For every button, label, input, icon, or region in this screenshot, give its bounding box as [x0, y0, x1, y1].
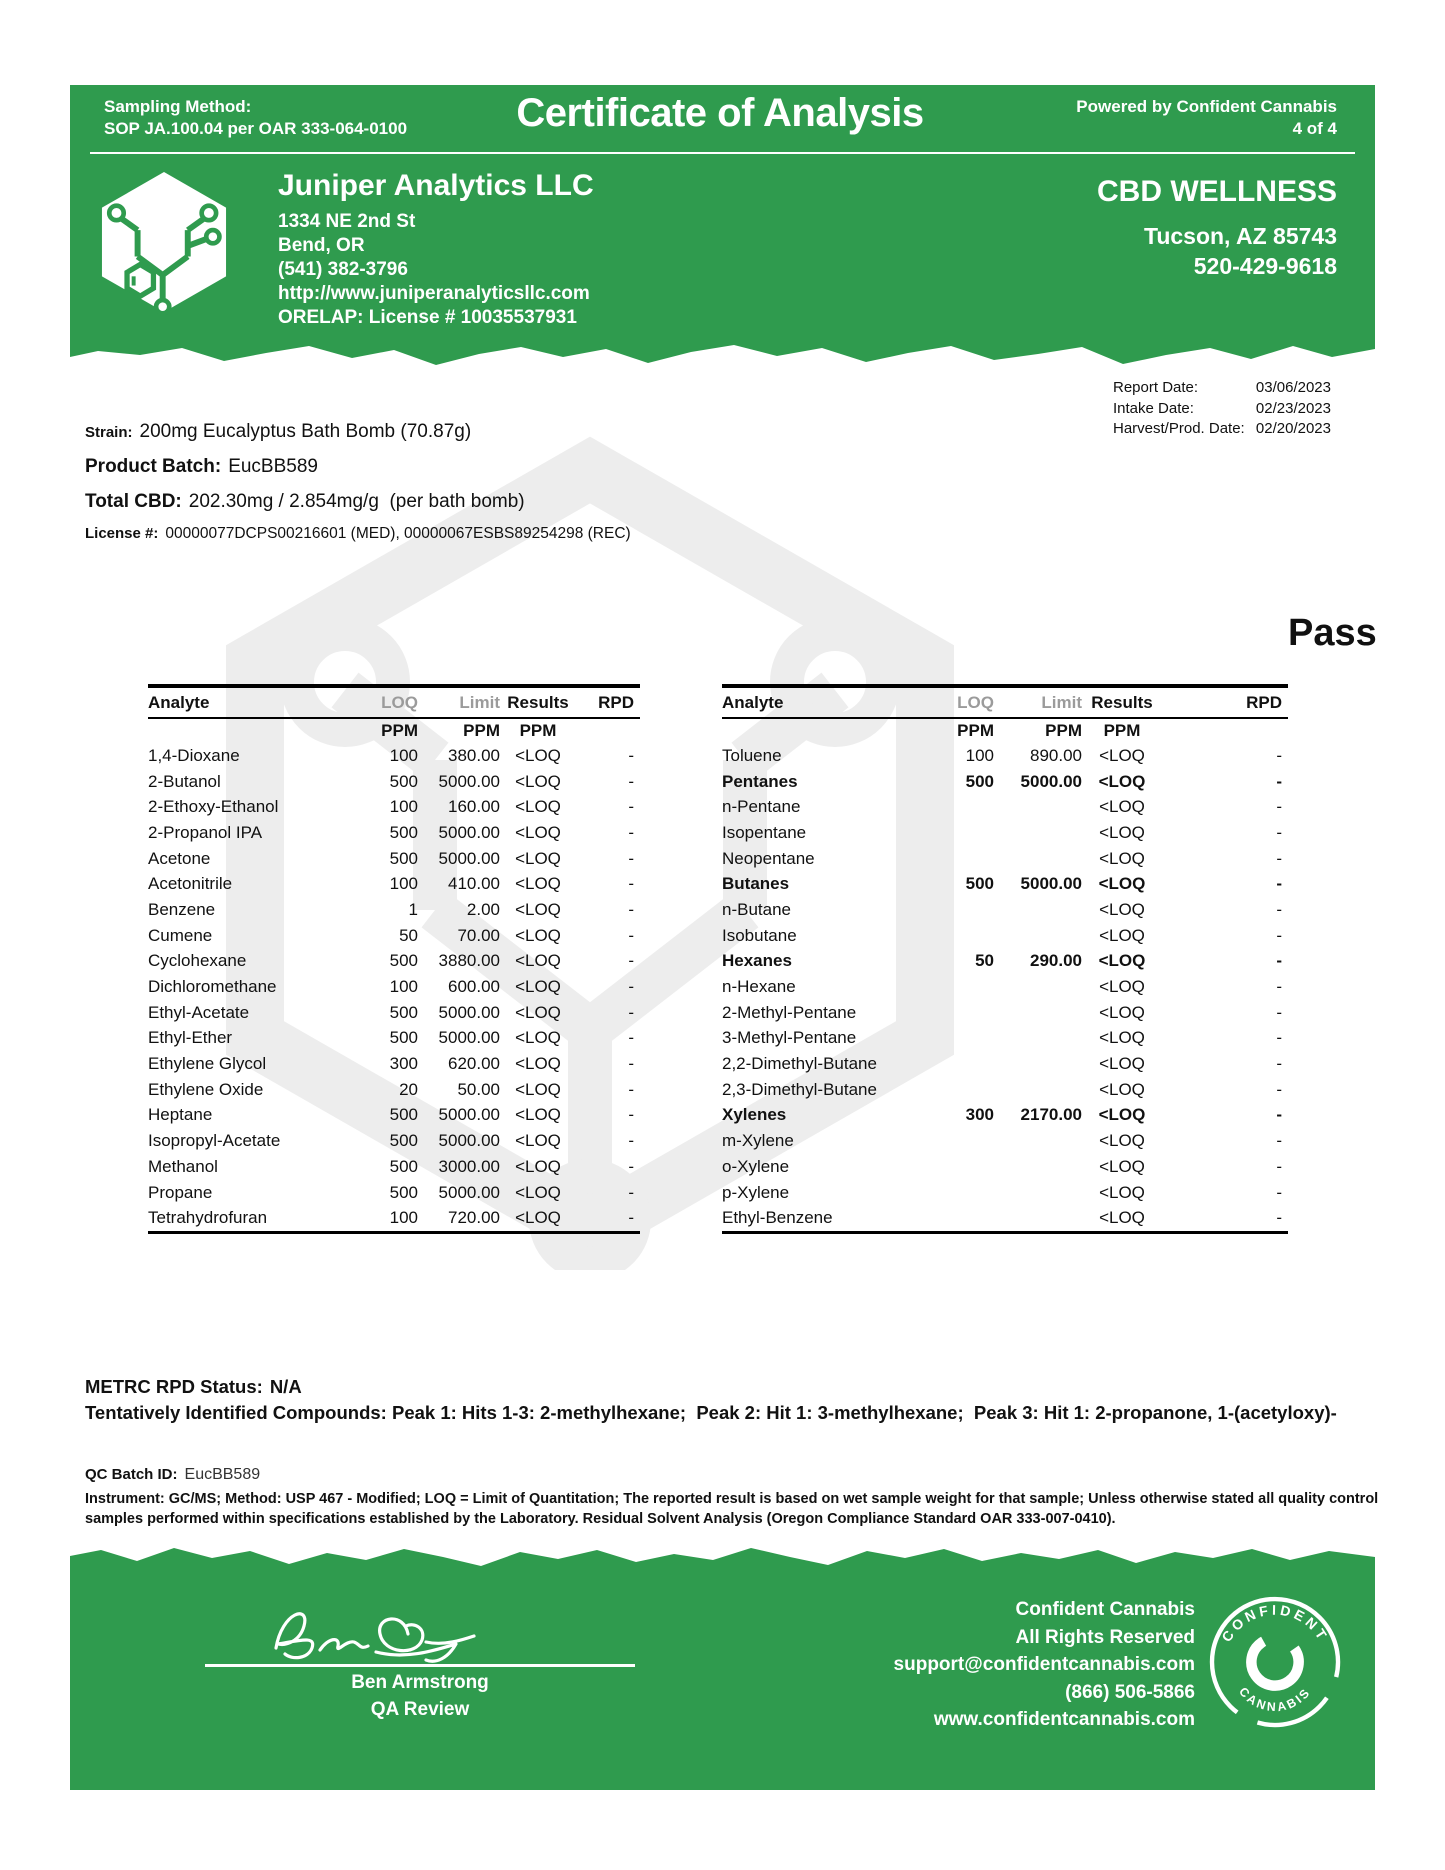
result-value: <LOQ [515, 822, 561, 842]
lab-license: ORELAP: License # 10035537931 [278, 307, 577, 328]
loq-value: 500 [389, 1156, 418, 1176]
lab-phone: (541) 382-3796 [278, 259, 408, 280]
limit-value: 290.00 [1030, 951, 1082, 971]
analyte-name: Isobutane [722, 925, 797, 945]
table-row [722, 949, 1288, 975]
result-value: <LOQ [1099, 848, 1145, 868]
table-row [722, 743, 1288, 769]
result-value: <LOQ [515, 1131, 561, 1151]
rpd-value: - [1276, 1079, 1282, 1099]
result-value: <LOQ [515, 1028, 561, 1048]
analyte-name: Propane [148, 1182, 213, 1202]
unit-ppm: PPM [1045, 721, 1082, 740]
limit-value: 3880.00 [438, 951, 500, 971]
torn-edge-footer [70, 1542, 1375, 1574]
pass-status: Pass [1288, 612, 1377, 654]
table-row [722, 769, 1288, 795]
limit-value: 890.00 [1030, 745, 1082, 765]
rpd-value: - [1276, 1131, 1282, 1151]
result-value: <LOQ [1099, 1079, 1145, 1099]
loq-value: 100 [389, 1208, 418, 1228]
limit-value: 2170.00 [1020, 1105, 1082, 1125]
rpd-value: - [628, 899, 634, 919]
analyte-name: Ethylene Glycol [148, 1054, 267, 1074]
col-rpd: RPD [1246, 692, 1282, 712]
table-row [722, 1000, 1288, 1026]
table-row [148, 923, 640, 949]
analyte-name: n-Hexane [722, 977, 796, 997]
table-header [722, 684, 1288, 719]
result-value: <LOQ [1099, 745, 1145, 765]
limit-value: 5000.00 [438, 1182, 500, 1202]
limit-value: 5000.00 [438, 1105, 500, 1125]
table-row [722, 974, 1288, 1000]
client-info [1097, 175, 1337, 281]
loq-value: 20 [399, 1079, 418, 1099]
result-value: <LOQ [1098, 951, 1146, 971]
loq-value: 50 [975, 951, 994, 971]
table-row [148, 846, 640, 872]
rpd-value: - [1276, 771, 1282, 791]
sampling-method-value: SOP JA.100.04 per OAR 333-064-0100 [104, 119, 408, 138]
result-value: <LOQ [515, 874, 561, 894]
col-limit: Limit [1041, 692, 1082, 712]
analyte-name: Acetone [148, 848, 211, 868]
analyte-name: Heptane [148, 1105, 213, 1125]
qc-batch [85, 1466, 260, 1484]
analyte-name: o-Xylene [722, 1156, 790, 1176]
rpd-value: - [1276, 1208, 1282, 1228]
rpd-value: - [1276, 1054, 1282, 1074]
result-value: <LOQ [1098, 771, 1146, 791]
table-row [722, 1154, 1288, 1180]
client-location: Tucson, AZ 85743 [1143, 223, 1337, 249]
analyte-name: n-Pentane [722, 797, 801, 817]
analyte-name: Xylenes [722, 1105, 787, 1125]
rpd-value: - [628, 1079, 634, 1099]
analyte-name: 2-Butanol [148, 771, 221, 791]
limit-value: 160.00 [448, 797, 500, 817]
analyte-name: Ethyl-Acetate [148, 1002, 250, 1022]
table-body [722, 743, 1288, 1234]
col-limit: Limit [459, 692, 500, 712]
client-phone: 520-429-9618 [1193, 253, 1337, 279]
limit-value: 620.00 [448, 1054, 500, 1074]
table-row [722, 1180, 1288, 1206]
loq-value: 500 [389, 848, 418, 868]
result-value: <LOQ [515, 797, 561, 817]
table-row [148, 794, 640, 820]
limit-value: 5000.00 [438, 848, 500, 868]
report-date-label: Report Date: [1113, 379, 1199, 396]
rpd-value: - [628, 951, 634, 971]
footer-company: Confident Cannabis [1015, 1599, 1195, 1620]
analyte-name: n-Butane [722, 899, 791, 919]
rpd-value: - [1276, 1182, 1282, 1202]
analyte-name: 2-Methyl-Pentane [722, 1002, 857, 1022]
lab-website: http://www.juniperanalyticsllc.com [278, 283, 590, 304]
rpd-value: - [1276, 1105, 1282, 1125]
loq-value: 100 [389, 977, 418, 997]
signature-line [205, 1664, 635, 1667]
lab-address-line1: 1334 NE 2nd St [278, 211, 416, 232]
result-value: <LOQ [1099, 1208, 1145, 1228]
table-units-row [722, 719, 1288, 743]
total-cbd-label: Total CBD: [85, 491, 182, 512]
intake-date-label: Intake Date: [1113, 399, 1194, 417]
result-value: <LOQ [515, 1079, 561, 1099]
table-row [148, 1051, 640, 1077]
footer-contact [845, 1596, 1195, 1734]
rpd-value: - [628, 1131, 634, 1151]
solvents-table-left [148, 684, 640, 1234]
lab-hexagon-molecule-icon [98, 169, 230, 315]
col-results: Results [507, 692, 569, 712]
metrc-status [85, 1376, 302, 1398]
harvest-date-row [1113, 419, 1331, 440]
table-row [722, 1128, 1288, 1154]
harvest-date-value: 02/20/2023 [1255, 420, 1331, 437]
rpd-value: - [628, 1028, 634, 1048]
result-value: <LOQ [1099, 977, 1145, 997]
unit-ppm: PPM [463, 721, 500, 740]
table-row [722, 923, 1288, 949]
limit-value: 50.00 [457, 1079, 500, 1099]
limit-value: 380.00 [448, 745, 500, 765]
result-value: <LOQ [515, 745, 561, 765]
limit-value: 5000.00 [1020, 874, 1082, 894]
loq-value: 500 [389, 1182, 418, 1202]
product-batch-label: Product Batch: [85, 456, 222, 477]
sampling-method-label: Sampling Method: [104, 97, 252, 116]
loq-value: 300 [965, 1105, 994, 1125]
loq-value: 500 [389, 1002, 418, 1022]
result-value: <LOQ [515, 1105, 561, 1125]
analyte-name: 2,2-Dimethyl-Butane [722, 1054, 877, 1074]
result-value: <LOQ [515, 1156, 561, 1176]
loq-value: 100 [389, 797, 418, 817]
rpd-value: - [1276, 1156, 1282, 1176]
limit-value: 5000.00 [1020, 771, 1082, 791]
table-row [722, 820, 1288, 846]
svg-text:CONFIDENT [1218, 1602, 1332, 1645]
col-analyte: Analyte [722, 692, 784, 712]
table-row [148, 1205, 640, 1231]
col-rpd: RPD [598, 692, 634, 712]
qc-batch-label: QC Batch ID: [85, 1466, 178, 1483]
analyte-name: Ethyl-Ether [148, 1028, 233, 1048]
table-row [722, 1103, 1288, 1129]
table-row [148, 1000, 640, 1026]
page-title: Certificate of Analysis [516, 91, 924, 135]
analyte-name: p-Xylene [722, 1182, 790, 1202]
analyte-name: Toluene [722, 745, 782, 765]
analyte-name: m-Xylene [722, 1131, 794, 1151]
result-value: <LOQ [515, 1182, 561, 1202]
result-value: <LOQ [1099, 1028, 1145, 1048]
powered-by-label: Powered by Confident Cannabis [1076, 97, 1337, 116]
limit-value: 5000.00 [438, 1131, 500, 1151]
result-value: <LOQ [515, 1054, 561, 1074]
rpd-value: - [628, 822, 634, 842]
table-row [148, 974, 640, 1000]
powered-by-block [1076, 96, 1337, 140]
loq-value: 500 [389, 822, 418, 842]
loq-value: 100 [965, 745, 994, 765]
rpd-value: - [1276, 822, 1282, 842]
analyte-name: Neopentane [722, 848, 815, 868]
report-date-value: 03/06/2023 [1255, 379, 1331, 396]
table-row [722, 1077, 1288, 1103]
harvest-date-label: Harvest/Prod. Date: [1113, 420, 1245, 437]
table-row [148, 1103, 640, 1129]
limit-value: 5000.00 [438, 771, 500, 791]
analyte-name: 3-Methyl-Pentane [722, 1028, 857, 1048]
analyte-name: Tetrahydrofuran [148, 1208, 268, 1228]
col-analyte: Analyte [148, 692, 210, 712]
col-loq: LOQ [381, 692, 418, 712]
analyte-name: 1,4-Dioxane [148, 745, 240, 765]
rpd-value: - [628, 925, 634, 945]
loq-value: 500 [389, 951, 418, 971]
col-loq: LOQ [957, 692, 994, 712]
limit-value: 720.00 [448, 1208, 500, 1228]
footer-email: support@confidentcannabis.com [893, 1654, 1195, 1675]
result-value: <LOQ [515, 1208, 561, 1228]
logo-text-top: CONFIDENT [1218, 1601, 1332, 1645]
loq-value: 100 [389, 874, 418, 894]
rpd-value: - [628, 771, 634, 791]
loq-value: 500 [389, 1028, 418, 1048]
signer-role: QA Review [370, 1699, 470, 1720]
limit-value: 5000.00 [438, 1002, 500, 1022]
result-value: <LOQ [515, 977, 561, 997]
analyte-name: Acetonitrile [148, 874, 233, 894]
table-row [722, 1026, 1288, 1052]
table-body [148, 743, 640, 1234]
tentatively-identified-compounds: Tentatively Identified Compounds: Peak 1: Hits 1-3: 2-methylhexane; Peak 2: Hit 1: 3-methylhexane; Peak 3: Hit 1: 2-propanone, 1-(acetyloxy)- [85, 1402, 1337, 1423]
page-number: 4 of 4 [1292, 119, 1337, 138]
rpd-value: - [1276, 951, 1282, 971]
limit-value: 2.00 [466, 899, 500, 919]
table-row [148, 1180, 640, 1206]
result-value: <LOQ [1099, 822, 1145, 842]
rpd-value: - [628, 1208, 634, 1228]
result-value: <LOQ [515, 771, 561, 791]
rpd-value: - [628, 1156, 634, 1176]
loq-value: 500 [389, 1105, 418, 1125]
rpd-value: - [1276, 745, 1282, 765]
rpd-value: - [1276, 848, 1282, 868]
limit-value: 5000.00 [438, 822, 500, 842]
limit-value: 410.00 [448, 874, 500, 894]
rpd-value: - [628, 1182, 634, 1202]
analyte-name: Isopentane [722, 822, 807, 842]
metrc-label: METRC RPD Status: [85, 1376, 263, 1397]
table-units-row [148, 719, 640, 743]
limit-value: 5000.00 [438, 1028, 500, 1048]
rpd-value: - [1276, 1002, 1282, 1022]
rpd-value: - [628, 745, 634, 765]
analyte-name: 2-Ethoxy-Ethanol [148, 797, 279, 817]
table-row [722, 871, 1288, 897]
result-value: <LOQ [1099, 925, 1145, 945]
intake-date-value: 02/23/2023 [1255, 399, 1331, 417]
table-row [148, 949, 640, 975]
result-value: <LOQ [1098, 1105, 1146, 1125]
table-row [148, 871, 640, 897]
table-row [148, 1026, 640, 1052]
analyte-name: Ethyl-Benzene [722, 1208, 833, 1228]
analyte-name: Benzene [148, 899, 216, 919]
analyte-name: Methanol [148, 1156, 218, 1176]
result-value: <LOQ [515, 848, 561, 868]
table-row [148, 897, 640, 923]
unit-ppm: PPM [957, 721, 994, 740]
header-band [70, 85, 1375, 340]
table-row [148, 743, 640, 769]
lab-address-line2: Bend, OR [278, 235, 365, 256]
sampling-method [104, 96, 407, 140]
analyte-name: Ethylene Oxide [148, 1079, 264, 1099]
loq-value: 500 [389, 771, 418, 791]
loq-value: 500 [965, 874, 994, 894]
loq-value: 500 [965, 771, 994, 791]
rpd-value: - [628, 797, 634, 817]
report-date-row [1113, 378, 1331, 399]
product-batch-row [85, 456, 318, 478]
analyte-name: Cumene [148, 925, 213, 945]
rpd-value: - [628, 977, 634, 997]
method-disclaimer: Instrument: GC/MS; Method: USP 467 - Modified; LOQ = Limit of Quantitation; The reported result is based on wet sample weight for that sample; Unless otherwise stated all quality control samples performed within specifications established by the Laboratory. Residual Solvent Analysis (Oregon Compliance Standard OAR 333-007-0410). [85, 1491, 1379, 1527]
rpd-value: - [628, 1054, 634, 1074]
limit-value: 600.00 [448, 977, 500, 997]
analyte-name: Dichloromethane [148, 977, 277, 997]
table-row [722, 1051, 1288, 1077]
strain-row [85, 421, 471, 443]
result-value: <LOQ [1099, 1002, 1145, 1022]
intake-date-row [1113, 399, 1331, 420]
result-value: <LOQ [1099, 1131, 1145, 1151]
table-row [148, 769, 640, 795]
table-row [722, 846, 1288, 872]
result-value: <LOQ [515, 925, 561, 945]
result-value: <LOQ [515, 1002, 561, 1022]
rpd-value: - [1276, 977, 1282, 997]
table-row [722, 897, 1288, 923]
col-results: Results [1091, 692, 1153, 712]
result-value: <LOQ [515, 951, 561, 971]
license-label: License #: [85, 525, 159, 542]
analyte-name: Pentanes [722, 771, 798, 791]
unit-ppm: PPM [381, 721, 418, 740]
result-value: <LOQ [1099, 797, 1145, 817]
unit-ppm: PPM [1103, 721, 1141, 740]
torn-edge-header [70, 339, 1375, 369]
strain-label: Strain: [85, 424, 133, 441]
client-name: CBD WELLNESS [1097, 175, 1337, 208]
limit-value: 3000.00 [438, 1156, 500, 1176]
lab-info [278, 169, 594, 330]
solvents-table-right [722, 684, 1288, 1234]
loq-value: 100 [389, 745, 418, 765]
header-divider [90, 152, 1355, 154]
rpd-value: - [628, 874, 634, 894]
table-row [148, 1154, 640, 1180]
result-value: <LOQ [1099, 1156, 1145, 1176]
total-cbd-row [85, 491, 525, 513]
loq-value: 300 [389, 1054, 418, 1074]
rpd-value: - [1276, 874, 1282, 894]
qc-batch-value: EucBB589 [184, 1466, 261, 1483]
analyte-name: Isopropyl-Acetate [148, 1131, 281, 1151]
rpd-value: - [1276, 797, 1282, 817]
report-dates [1113, 378, 1331, 440]
table-row [148, 1128, 640, 1154]
table-header [148, 684, 640, 719]
rpd-value: - [1276, 925, 1282, 945]
loq-value: 50 [399, 925, 418, 945]
rpd-value: - [1276, 899, 1282, 919]
rpd-value: - [628, 848, 634, 868]
table-row [148, 1077, 640, 1103]
rpd-value: - [628, 1002, 634, 1022]
total-cbd-value: 202.30mg / 2.854mg/g (per bath bomb) [188, 491, 525, 512]
result-value: <LOQ [1098, 874, 1146, 894]
analyte-name: 2,3-Dimethyl-Butane [722, 1079, 877, 1099]
rpd-value: - [1276, 1028, 1282, 1048]
signature-icon [258, 1596, 488, 1664]
loq-value: 1 [408, 899, 418, 919]
analyte-name: Butanes [722, 874, 790, 894]
unit-ppm: PPM [519, 721, 557, 740]
confident-cannabis-logo-icon [1205, 1592, 1345, 1732]
rpd-value: - [628, 1105, 634, 1125]
signer-name: Ben Armstrong [351, 1672, 489, 1693]
limit-value: 70.00 [457, 925, 500, 945]
loq-value: 500 [389, 1131, 418, 1151]
lab-name: Juniper Analytics LLC [278, 169, 594, 202]
strain-value: 200mg Eucalyptus Bath Bomb (70.87g) [139, 421, 472, 442]
result-value: <LOQ [1099, 1182, 1145, 1202]
license-value: 00000077DCPS00216601 (MED), 00000067ESBS89254298 (REC) [165, 525, 631, 542]
logo-text-bottom: CANNABIS [1236, 1684, 1314, 1715]
footer-website: www.confidentcannabis.com [933, 1709, 1195, 1730]
table-row [722, 1205, 1288, 1231]
result-value: <LOQ [1099, 1054, 1145, 1074]
footer-rights: All Rights Reserved [1015, 1626, 1195, 1648]
product-batch-value: EucBB589 [228, 456, 318, 477]
table-row [722, 794, 1288, 820]
analyte-name: Cyclohexane [148, 951, 247, 971]
metrc-value: N/A [269, 1376, 302, 1397]
result-value: <LOQ [515, 899, 561, 919]
table-row [148, 820, 640, 846]
license-row [85, 525, 631, 543]
footer-phone: (866) 506-5866 [1065, 1681, 1195, 1703]
analyte-name: Hexanes [722, 951, 792, 971]
analyte-name: 2-Propanol IPA [148, 822, 263, 842]
result-value: <LOQ [1099, 899, 1145, 919]
